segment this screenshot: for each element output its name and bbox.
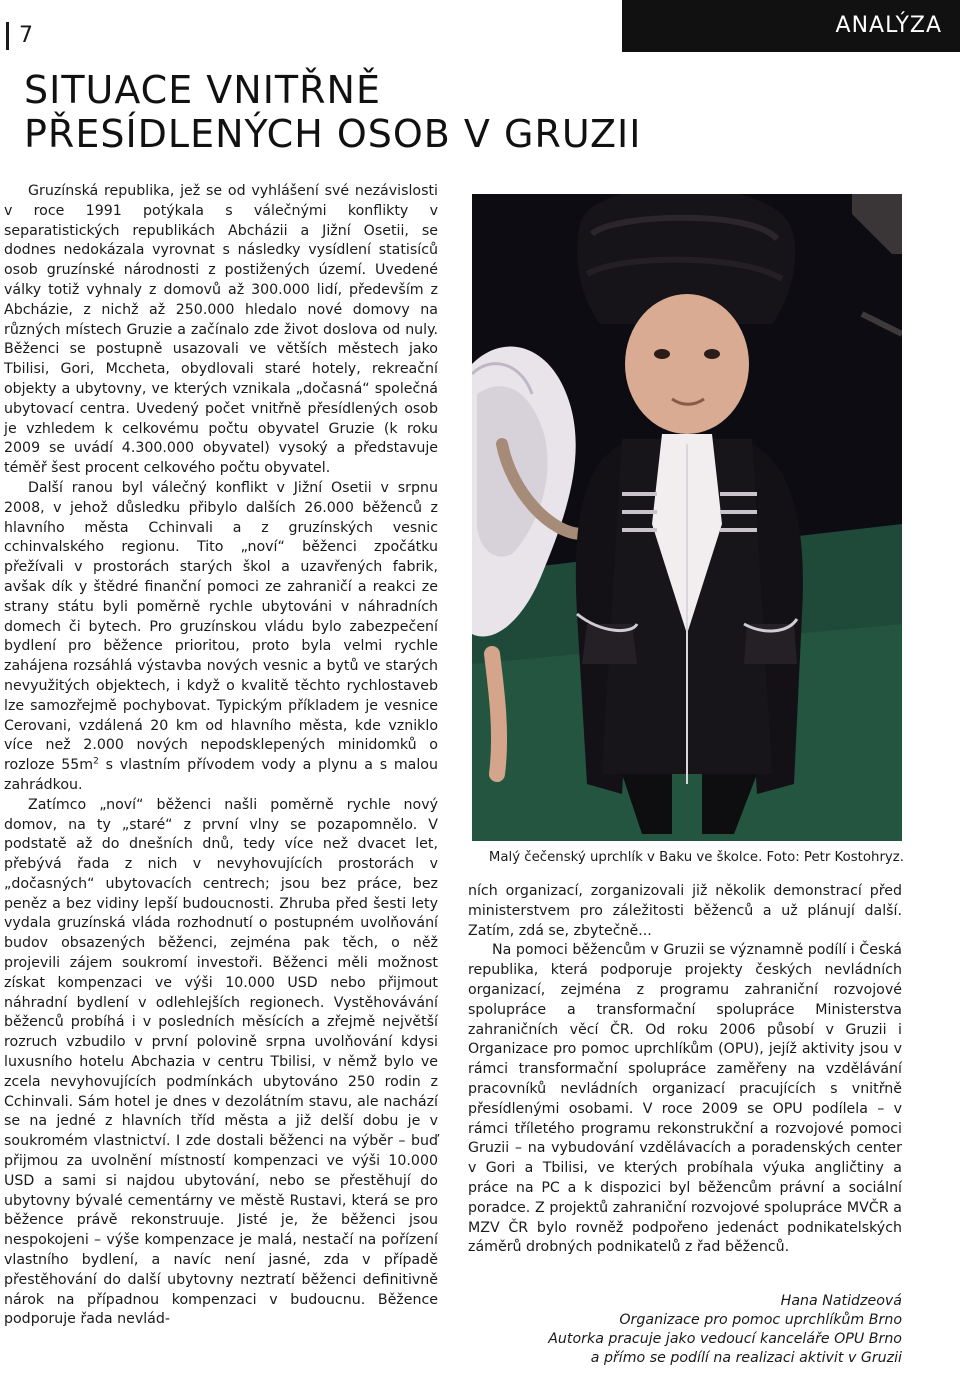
paragraph bbox=[4, 479, 438, 796]
paragraph: Gruzínská republika, jež se od vyhlášení své nezávislosti v roce 1991 potýkala s válečnými konflikty v separatistických republikách Abcházii a Jižní Osetii, se dodnes nedokázala vyrovnat s následky vysídlení statisíců osob gruzínské národnosti z postižených území. Uvedené války totiž vyhnaly z domovů až 300.000 lidí, především z Abcházie, z nichž až 250.000 hledalo nové domovy na různých místech Gruzie a začínalo zde život doslova od nuly. Běženci se postupně usazovali ve větších městech jako Tbilisi, Gori, Mccheta, obydlovali staré hotely, rekreační objekty a ubytovny, ve kterých vznikala „dočasná“ společná ubytovací centra. Uvedený počet vnitřně přesídlených osob je vzhledem k celkovému počtu obyvatel Gruzie (k roku 2009 se uvádí 4.300.000 obyvatel) vysoký a představuje téměř šest procent celkového počtu obyvatel. bbox=[4, 183, 438, 477]
author-signature bbox=[470, 1292, 902, 1368]
photo-illustration bbox=[472, 194, 902, 841]
paragraph: Na pomoci běžencům v Gruzii se významně podílí i Česká republika, která podporuje projekty českých nevládních organizací, zejména z programu zahraniční rozvojové spolupráce a transformační spolupráce Ministerstva zahraničních věcí ČR. Od roku 2006 působí v Gruzii i Organizace pro pomoc uprchlíkům (OPU), jejíž aktivity jsou v rámci transformační spolupráce zaměřeny na vzdělávání pracovníků nevládních organizací pracujících s vnitřně přesídlenými osobami. V roce 2009 se OPU podílela – v rámci tříletého programu rekonstrukční a rozvojové pomoci Gruzii – na vybudování vzdělávacích a poradenských center v Gori a Tbilisi, ve kterých probíhala výuka angličtiny a práce na PC a k dispozici byl běžencům právní a sociální poradce. Z projektů zahraniční rozvojové spolupráce MVČR a MZV ČR bylo rovněž podpořeno jedenáct podnikatelských záměrů drobných podnikatelů z řad běženců. bbox=[468, 942, 902, 1256]
section-label: ANALÝZA bbox=[622, 0, 960, 52]
superscript: 2 bbox=[93, 756, 99, 767]
title-line-1: SITUACE VNITŘNĚ bbox=[24, 68, 381, 112]
author-name: Hana Natidzeová bbox=[780, 1293, 902, 1309]
paragraph: ních organizací, zorganizovali již několik demonstrací před ministerstvem pro záležitosti běženců a už plánují další. Zatím, zdá se, zbytečně... bbox=[468, 883, 902, 939]
page-number: 7 bbox=[6, 22, 33, 50]
paragraph-text: s vlastním přívodem vody a plynu a s malou zahrádkou. bbox=[4, 757, 438, 793]
paragraph-text: Další ranou byl válečný konflikt v Jižní Osetii v srpnu 2008, v jehož důsledku přibylo dalších 26.000 běženců z hlavního města Cchinvali a z gruzínských vesnic cchinvalského regionu. Tito „noví“ běženci zpočátku přežívali v prostorách starých škol a uzavřených fabrik, avšak dík y štědré finanční pomoci ze zahraničí a reakci ze strany státu byli poměrně rychle ubytováni v náhradních domech či bytech. Pro gruzínskou vládu bylo zabezpečení bydlení pro běžence prioritou, proto byla velmi rychle zahájena rozsáhlá výstavba nových vesnic a bytů ve starých nevyužitých objektech, i když o kvalitě těchto rychlostaveb lze samozřejmě pochybovat. Typickým příkladem je vesnice Cerovani, vzdálená 20 km od hlavního města, kde vzniklo více než 2.000 nových nepodsklepených minidomků o rozloze 55m bbox=[4, 479, 438, 774]
title-line-2: PŘESÍDLENÝCH OSOB V GRUZII bbox=[24, 112, 642, 156]
author-note: a přímo se podílí na realizaci aktivit v Gruzii bbox=[590, 1350, 902, 1366]
article-title bbox=[24, 68, 724, 156]
author-role: Autorka pracuje jako vedoucí kanceláře OPU Brno bbox=[548, 1331, 902, 1347]
right-column bbox=[468, 882, 902, 1258]
article-photo bbox=[472, 194, 902, 841]
paragraph: Zatímco „noví“ běženci našli poměrně rychle nový domov, na ty „staré“ z první vlny se pozapomnělo. V podstatě až do dnešních dnů, tedy více než dvacet let, přebývá řada z nich v nevyhovujících prostorách v „dočasných“ ubytovacích centrech; jsou bez práce, bez peněz a bez vidiny lepší budoucnosti. Zhruba před šesti lety vydala gruzínská vláda rozhodnutí o postupném uvolňování budov obsazených běženci, zejména pak těch, o něž projevili zájem soukromí investoři. Běženci měli možnost získat kompenzaci ve výši 10.000 USD nebo přijmout náhradní bydlení v odlehlejších regionech. Vystěhovávání běženců probíhá i v posledních měsících a zřejmě největší rozruch vzbudilo v první polovině srpna uvolňování kdysi luxusního hotelu Abchazia v centru Tbilisi, v němž bylo ve zcela nevyhovujících podmínkách ubytováno 250 rodin z Cchinvali. Sám hotel je dnes v dezolátním stavu, ale nachází se na jedné z hlavních tříd města a již delší dobu je v soukromém vlastnictví. I zde dostali běženci na výběr – buď přijmou za uvolnění místností kompenzaci ve výši 10.000 USD a sami si najdou ubytování, nebo se přestěhují do ubytovny bývalé cementárny ve městě Rustavi, která se pro běžence právě rekonstruuje. Jisté je, že běženci jsou nespokojeni – výše kompenzace je malá, nestačí na pořízení vlastního bydlení, a navíc není jasné, zda v případě přestěhování do další ubytovny neztratí běženci definitivně nárok na případnou kompenzaci v budoucnu. Běžence podporuje řada nevlád- bbox=[4, 796, 438, 1328]
author-organization: Organizace pro pomoc uprchlíkům Brno bbox=[619, 1312, 902, 1328]
left-column bbox=[4, 182, 438, 1330]
photo-caption: Malý čečenský uprchlík v Baku ve školce. Foto: Petr Kostohryz. bbox=[488, 850, 904, 865]
